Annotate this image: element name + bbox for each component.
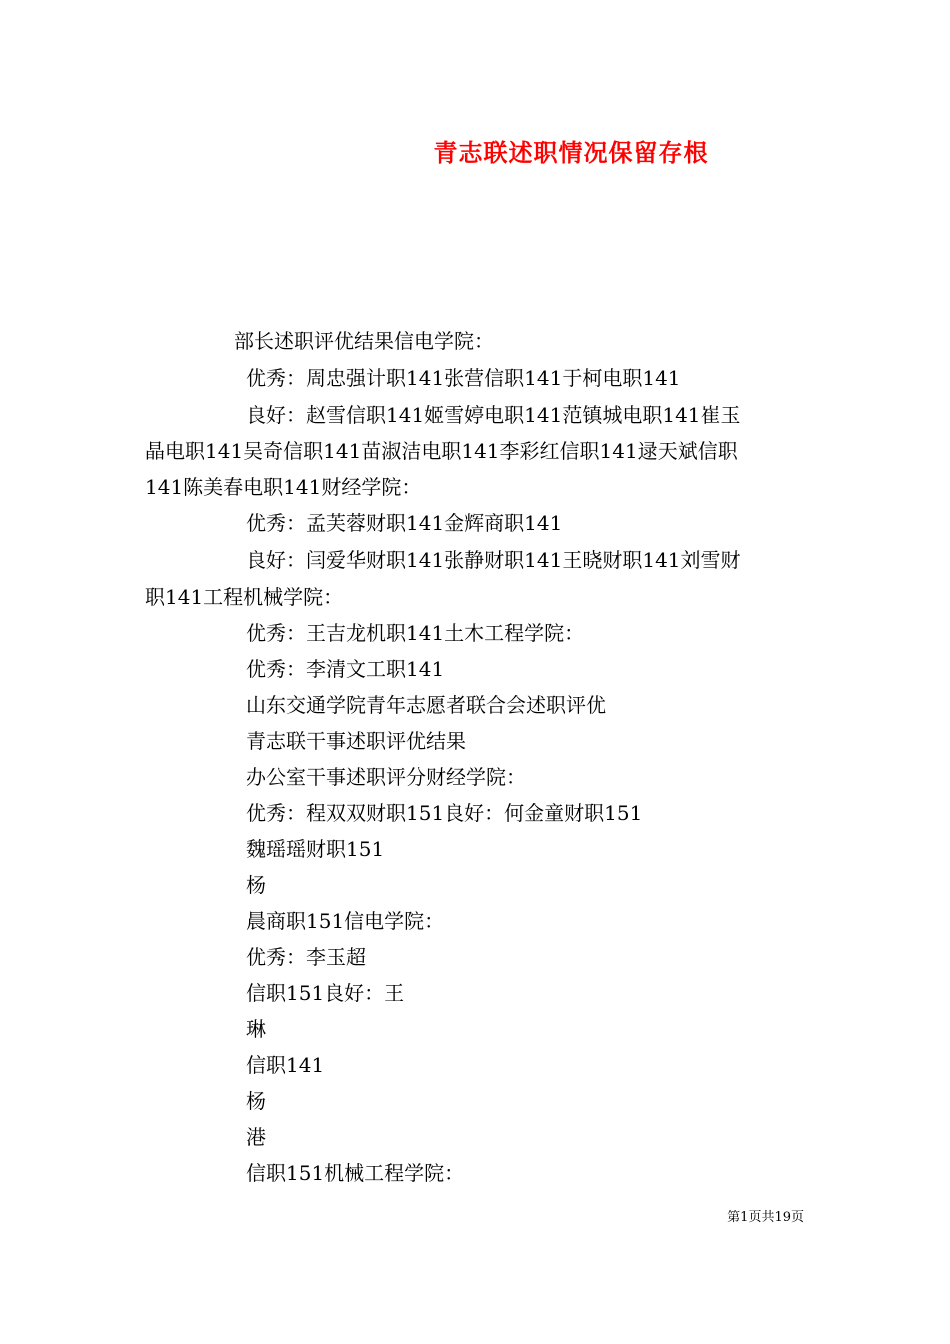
text-line: 青志联干事述职评优结果 <box>246 729 466 753</box>
text-line: 优秀：李清文工职141 <box>246 657 445 681</box>
text-line: 晶电职141吴奇信职141苗淑洁电职141李彩红信职141逯天斌信职 <box>145 439 738 463</box>
text-line: 山东交通学院青年志愿者联合会述职评优 <box>246 693 606 717</box>
text-line: 职141工程机械学院： <box>145 585 344 609</box>
text-line: 优秀：王吉龙机职141土木工程学院： <box>246 621 585 645</box>
text-line: 优秀：周忠强计职141张营信职141于柯电职141 <box>246 366 681 390</box>
text-line: 信职141 <box>246 1053 325 1077</box>
text-line: 信职151机械工程学院： <box>246 1161 465 1185</box>
text-line: 琳 <box>246 1017 266 1041</box>
text-line: 良好：闫爱华财职141张静财职141王晓财职141刘雪财 <box>246 548 741 572</box>
text-line: 办公室干事述职评分财经学院： <box>246 765 526 789</box>
text-line: 141陈美春电职141财经学院： <box>145 475 422 499</box>
text-line: 杨 <box>246 873 266 897</box>
text-line: 部长述职评优结果信电学院： <box>234 329 494 353</box>
text-line: 优秀：程双双财职151良好：何金童财职151 <box>246 801 643 825</box>
text-line: 信职151良好：王 <box>246 981 405 1005</box>
text-line: 晨商职151信电学院： <box>246 909 445 933</box>
page-footer: 第1页共19页 <box>727 1210 804 1225</box>
text-line: 魏瑶瑶财职151 <box>246 837 385 861</box>
text-line: 优秀：李玉超 <box>246 945 366 969</box>
document-title-text: 青志联述职情况保留存根 <box>433 138 709 167</box>
document-title <box>0 133 950 168</box>
text-line: 良好：赵雪信职141姬雪婷电职141范镇城电职141崔玉 <box>246 403 741 427</box>
text-line: 优秀：孟芙蓉财职141金辉商职141 <box>246 511 563 535</box>
text-line: 杨 <box>246 1089 266 1113</box>
text-line: 港 <box>246 1125 266 1149</box>
